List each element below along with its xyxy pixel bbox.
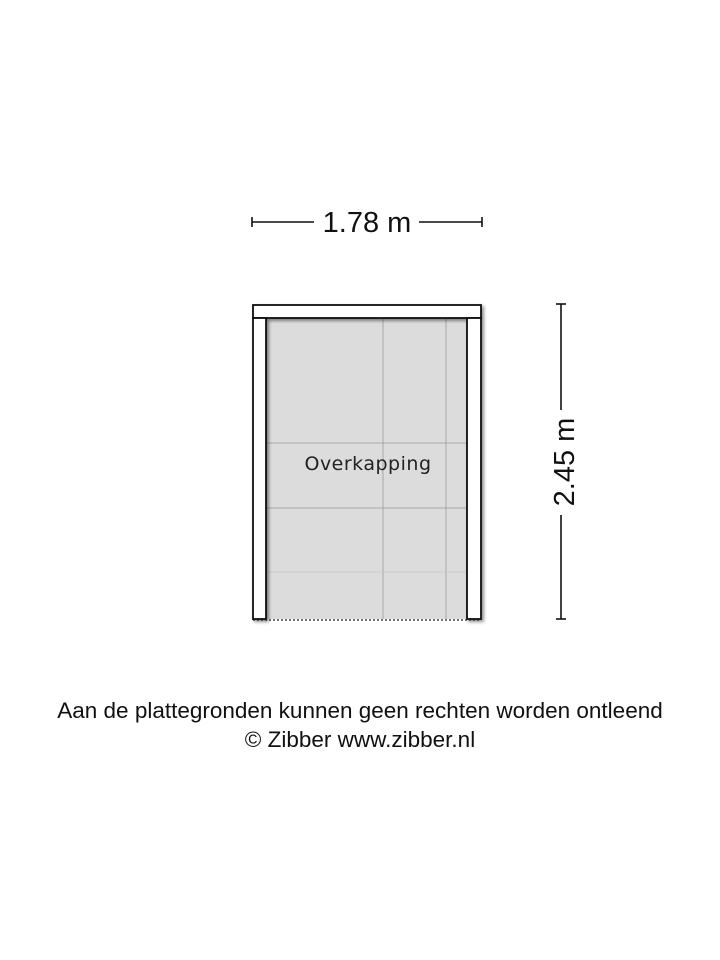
- wall-right: [467, 318, 481, 619]
- copyright-text: © Zibber www.zibber.nl: [244, 727, 476, 752]
- room-label: Overkapping: [304, 453, 432, 475]
- height-dimension-label: 2.45 m: [549, 417, 581, 507]
- width-dimension: [252, 207, 482, 239]
- wall-left: [253, 318, 266, 619]
- wall-top: [253, 305, 481, 318]
- width-dimension-label: 1.78 m: [322, 207, 412, 239]
- disclaimer-text: Aan de plattegronden kunnen geen rechten worden ontleend: [57, 698, 663, 723]
- height-dimension: [549, 304, 581, 619]
